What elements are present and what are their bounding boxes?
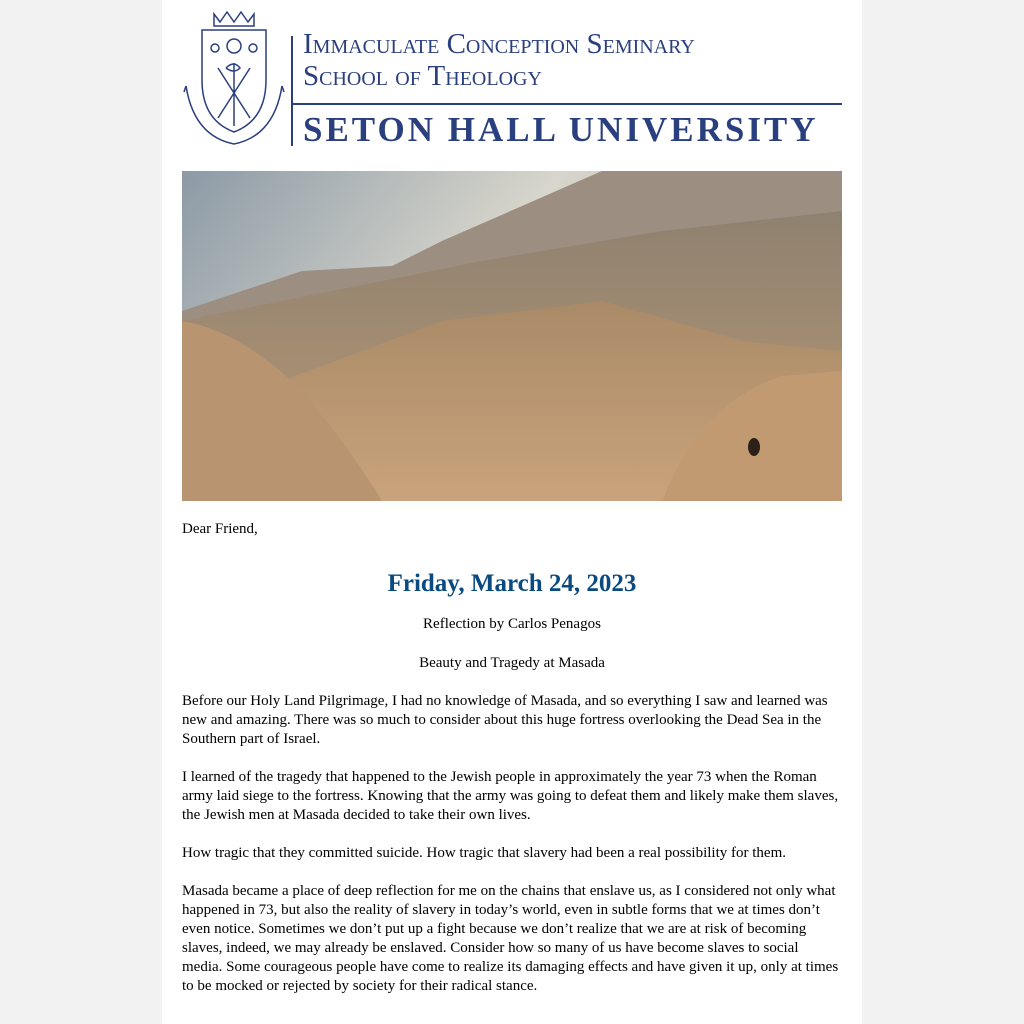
email-page [162, 0, 862, 1024]
body-paragraph: Masada became a place of deep reflection for me on the chains that enslave us, as I considered not only what happened in 73, but also the reality of slavery in today’s world, even in subtle forms that we at times don’t even notice. Sometimes we don’t put up a fight because we don’t realize that we are at risk of becoming slaves, indeed, we may already be enslaved. Consider how so many of us have become slaves to social media. Some courageous people have come to realize its damaging effects and have given it up, only at times to be mocked or rejected by society for their radical stance. [182, 883, 839, 994]
desert-landscape-photo [182, 171, 842, 501]
logo-divider-vertical [291, 36, 293, 146]
body-paragraph: I learned of the tragedy that happened to the Jewish people in approximately the year 73 when the Roman army laid siege to the fortress. Knowing that the army was going to defeat them and likely make them slaves, the Jewish men at Masada decided to take their own lives. [182, 769, 839, 823]
greeting: Dear Friend, [182, 521, 258, 537]
university-name: SETON HALL UNIVERSITY [303, 110, 819, 149]
reflection-byline: Reflection by Carlos Penagos [423, 616, 601, 632]
email-body [182, 520, 842, 996]
reflection-date: Friday, March 24, 2023 [387, 570, 637, 597]
reflection-title: Beauty and Tragedy at Masada [419, 655, 605, 671]
seminary-logo-header [182, 8, 842, 150]
school-name: School of Theology [303, 60, 542, 92]
seminary-crest-icon [182, 8, 286, 148]
seminary-name: Immaculate Conception Seminary [303, 28, 695, 60]
body-paragraph: How tragic that they committed suicide. How tragic that slavery had been a real possibility for them. [182, 845, 786, 861]
logo-divider-horizontal [293, 103, 842, 105]
body-paragraph: Before our Holy Land Pilgrimage, I had no knowledge of Masada, and so everything I saw and learned was new and amazing. There was so much to consider about this huge fortress overlooking the Dead Sea in the Southern part of Israel. [182, 693, 828, 747]
